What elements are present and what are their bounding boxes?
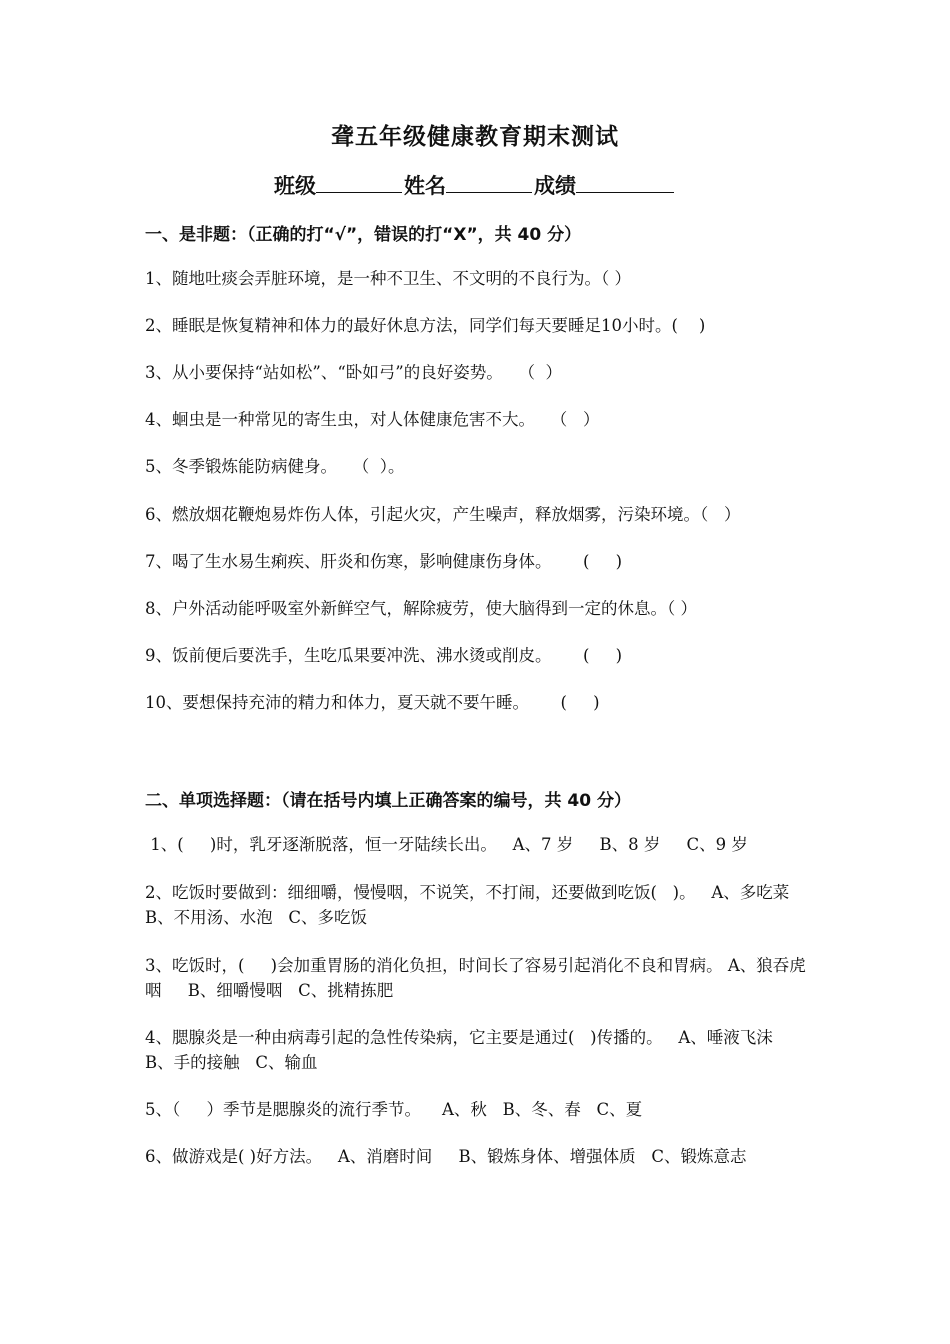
class-blank[interactable] (316, 170, 402, 193)
mc-question: 5、（ ）季节是腮腺炎的流行季节。 A、秋 B、冬、春 C、夏 (145, 1100, 643, 1119)
tf-question: 2、睡眠是恢复精神和体力的最好休息方法，同学们每天要睡足10小时。( ) (145, 316, 706, 335)
mc-question: 1、( )时，乳牙逐渐脱落，恒一牙陆续长出。 A、7 岁 B、8 岁 C、9 岁 (145, 835, 748, 854)
name-label: 姓名 (404, 174, 446, 198)
tf-question: 8、户外活动能呼吸室外新鲜空气，解除疲劳，使大脑得到一定的休息。（ ） (145, 599, 697, 618)
tf-question: 10、要想保持充沛的精力和体力，夏天就不要午睡。 ( ) (145, 693, 600, 712)
tf-question: 3、从小要保持“站如松”、“卧如弓”的良好姿势。 （ ） (145, 363, 562, 382)
section2-heading: 二、单项选择题：（请在括号内填上正确答案的编号，共 40 分） (145, 791, 631, 811)
name-blank[interactable] (446, 170, 532, 193)
score-label: 成绩 (534, 174, 576, 198)
tf-question: 9、饭前便后要洗手，生吃瓜果要冲洗、沸水烫或削皮。 ( ) (145, 646, 623, 665)
tf-question: 6、燃放烟花鞭炮易炸伤人体，引起火灾，产生噪声，释放烟雾，污染环境。（ ） (145, 505, 741, 524)
tf-question: 7、喝了生水易生痢疾、肝炎和伤寒，影响健康伤身体。 ( ) (145, 552, 623, 571)
mc-question: 3、吃饭时，( )会加重胃肠的消化负担，时间长了容易引起消化不良和胃病。 A、狼吞虎咽 B、细嚼慢咽 C、挑精拣肥 (145, 956, 806, 1000)
section1-heading: 一、是非题：（正确的打“√”，错误的打“X”，共 40 分） (145, 225, 582, 245)
mc-question: 6、做游戏是( )好方法。 A、消磨时间 B、锻炼身体、增强体质 C、锻炼意志 (145, 1147, 747, 1166)
mc-question: 2、吃饭时要做到：细细嚼，慢慢咽，不说笑，不打闹，还要做到吃饭( )。 A、多吃菜 B、不用汤、水泡 C、多吃饭 (145, 883, 816, 927)
tf-question: 1、随地吐痰会弄脏环境，是一种不卫生、不文明的不良行为。（ ） (145, 269, 631, 288)
page-title: 聋五年级健康教育期末测试 (331, 124, 619, 150)
tf-question: 4、蛔虫是一种常见的寄生虫，对人体健康危害不大。 （ ） (145, 410, 600, 429)
mc-question: 4、腮腺炎是一种由病毒引起的急性传染病，它主要是通过( )传播的。 A、唾液飞沫 B、手的接触 C、输血 (145, 1028, 799, 1072)
class-label: 班级 (274, 174, 316, 198)
student-info-fields (0, 170, 950, 200)
score-blank[interactable] (576, 170, 674, 193)
tf-question: 5、冬季锻炼能防病健身。 （ ）。 (145, 457, 405, 476)
